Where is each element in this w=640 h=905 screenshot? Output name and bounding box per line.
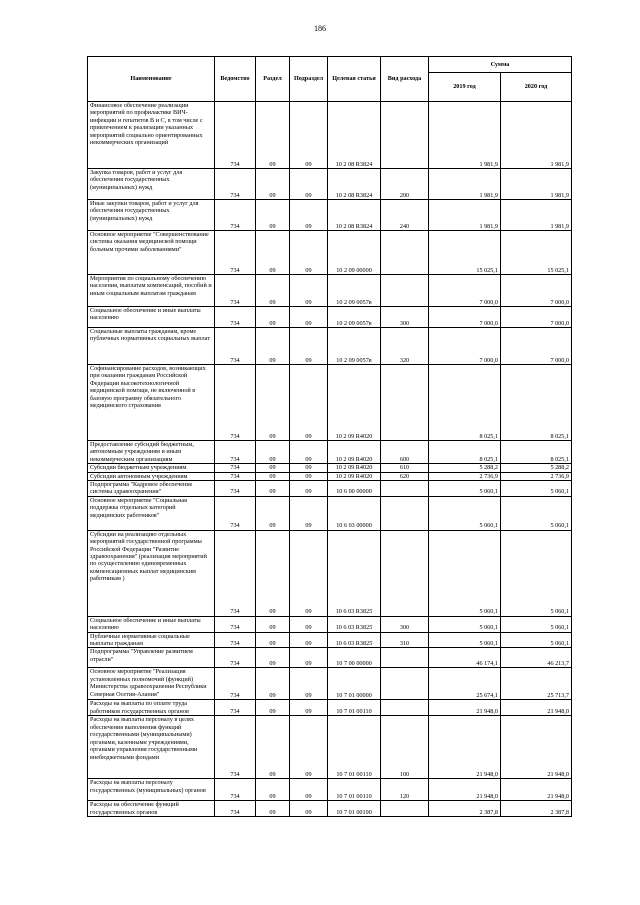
row-razdel: 09 [256,102,290,169]
row-2019-value: 1 981,9 [429,200,501,231]
row-target: 10 2 08 R3824 [328,200,381,231]
row-vid: 200 [381,169,429,200]
row-razdel: 09 [256,668,290,700]
row-podrazdel: 09 [290,275,328,307]
row-razdel: 09 [256,169,290,200]
row-razdel: 09 [256,231,290,275]
row-2019-value: 25 674,1 [429,668,501,700]
row-vedomstvo: 734 [215,779,256,801]
row-vid: 320 [381,328,429,365]
row-podrazdel: 09 [290,365,328,441]
row-2020-value: 7 000,0 [501,307,572,328]
row-razdel: 09 [256,307,290,328]
row-vedomstvo: 734 [215,481,256,497]
row-2019-value: 8 025,1 [429,365,501,441]
row-vedomstvo: 734 [215,801,256,817]
col-vedomstvo-header: Ведомство [215,57,256,102]
row-vedomstvo: 734 [215,616,256,632]
table-row [88,472,572,480]
row-razdel: 09 [256,496,290,530]
row-podrazdel: 09 [290,231,328,275]
row-vedomstvo: 734 [215,275,256,307]
table-row [88,328,572,365]
row-name: Расходы на выплаты по оплате труда работников государственных органов [88,700,215,716]
row-2019-value: 2 736,9 [429,472,501,480]
row-vid [381,496,429,530]
table-row [88,464,572,472]
row-target: 10 7 00 00000 [328,648,381,668]
row-target: 10 6 00 00000 [328,481,381,497]
row-2019-value: 5 288,2 [429,464,501,472]
row-podrazdel: 09 [290,616,328,632]
row-podrazdel: 09 [290,464,328,472]
row-vid: 300 [381,616,429,632]
row-podrazdel: 09 [290,496,328,530]
row-podrazdel: 09 [290,668,328,700]
row-name: Подпрограмма "Управление развитием отрасли" [88,648,215,668]
row-target: 10 6 03 R3825 [328,530,381,616]
table-row [88,648,572,668]
table-row [88,616,572,632]
table-row [88,668,572,700]
row-2020-value: 5 060,1 [501,496,572,530]
row-razdel: 09 [256,716,290,779]
row-name: Социальное обеспечение и иные выплаты населению [88,307,215,328]
row-name: Софинансирование расходов, возникающих при оказании гражданам Российской Федерации высокотехнологичной медицинской помощи, не включенной в базовую программу обязательного медицинского страхования [88,365,215,441]
row-vedomstvo: 734 [215,632,256,648]
row-vedomstvo: 734 [215,464,256,472]
row-podrazdel: 09 [290,700,328,716]
row-razdel: 09 [256,365,290,441]
table-row [88,102,572,169]
row-name: Субсидии автономным учреждениям [88,472,215,480]
row-razdel: 09 [256,801,290,817]
row-2019-value: 7 000,0 [429,328,501,365]
row-target: 10 6 03 R3825 [328,616,381,632]
row-vid [381,481,429,497]
row-razdel: 09 [256,648,290,668]
row-2019-value: 21 948,0 [429,700,501,716]
row-podrazdel: 09 [290,801,328,817]
row-vid: 310 [381,632,429,648]
row-vedomstvo: 734 [215,307,256,328]
table-row [88,632,572,648]
row-razdel: 09 [256,616,290,632]
row-vid [381,700,429,716]
row-2019-value: 46 174,1 [429,648,501,668]
row-vid [381,231,429,275]
row-2020-value: 5 060,1 [501,616,572,632]
row-2019-value: 1 981,9 [429,169,501,200]
col-name-header: Наименование [88,57,215,102]
table-row [88,275,572,307]
row-2020-value: 5 288,2 [501,464,572,472]
row-vedomstvo: 734 [215,716,256,779]
row-vid: 240 [381,200,429,231]
row-name: Иные закупки товаров, работ и услуг для обеспечения государственных (муниципальных) нужд [88,200,215,231]
row-name: Основное мероприятие "Реализация установленных полномочий (функций) Министерства здравоохранения Республики Северная Осетия-Алания" [88,668,215,700]
row-target: 10 2 09 0057в [328,307,381,328]
row-razdel: 09 [256,328,290,365]
row-podrazdel: 09 [290,716,328,779]
row-2020-value: 15 025,1 [501,231,572,275]
row-vedomstvo: 734 [215,231,256,275]
row-podrazdel: 09 [290,648,328,668]
row-2020-value: 7 000,0 [501,275,572,307]
row-2020-value: 8 025,1 [501,441,572,464]
row-vedomstvo: 734 [215,648,256,668]
row-vedomstvo: 734 [215,496,256,530]
row-name: Основное мероприятие "Социальная поддержка отдельных категорий медицинских работников" [88,496,215,530]
row-name: Основное мероприятие "Совершенствование системы оказания медицинской помощи больным прочими заболеваниями" [88,231,215,275]
row-2020-value: 1 981,9 [501,169,572,200]
row-2020-value: 8 025,1 [501,365,572,441]
header-row [88,57,572,73]
col-vid-header: Вид расхода [381,57,429,102]
page-number: 186 [314,24,326,33]
col-target-header: Целевая статья [328,57,381,102]
row-2019-value: 5 060,1 [429,496,501,530]
table-row [88,801,572,817]
row-vid: 610 [381,464,429,472]
row-podrazdel: 09 [290,102,328,169]
row-vedomstvo: 734 [215,200,256,231]
row-2019-value: 7 000,0 [429,275,501,307]
table-row [88,441,572,464]
row-target: 10 6 03 00000 [328,496,381,530]
row-name: Расходы на выплаты персоналу государственных (муниципальных) органов [88,779,215,801]
col-2019-header: 2019 год [429,73,501,102]
row-name: Предоставление субсидий бюджетным, автономным учреждениям и иным некоммерческим организациям [88,441,215,464]
row-vid [381,102,429,169]
row-2020-value: 21 948,0 [501,779,572,801]
row-podrazdel: 09 [290,779,328,801]
row-vid: 300 [381,307,429,328]
budget-table [87,56,572,817]
row-target: 10 2 08 R3824 [328,169,381,200]
row-2020-value: 1 981,9 [501,200,572,231]
row-2019-value: 5 060,1 [429,616,501,632]
row-2020-value: 2 387,8 [501,801,572,817]
row-2020-value: 5 060,1 [501,632,572,648]
row-name: Закупка товаров, работ и услуг для обеспечения государственных (муниципальных) нужд [88,169,215,200]
table-row [88,307,572,328]
row-razdel: 09 [256,481,290,497]
row-2019-value: 21 948,0 [429,779,501,801]
row-target: 10 7 01 00110 [328,716,381,779]
row-target: 10 7 01 00190 [328,801,381,817]
table-row [88,779,572,801]
row-target: 10 7 01 00110 [328,700,381,716]
row-2019-value: 7 000,0 [429,307,501,328]
table-row [88,231,572,275]
row-vid: 600 [381,441,429,464]
row-target: 10 2 09 0057в [328,328,381,365]
table-row [88,365,572,441]
row-podrazdel: 09 [290,472,328,480]
row-name: Субсидии на реализацию отдельных мероприятий государственной программы Российской Федерации "Развитие здравоохранения" (реализация мероприятий по осуществлению единовременных компенсационных выплат медицинским работникам ) [88,530,215,616]
col-sum-header: Сумма [429,57,572,73]
row-target: 10 7 01 00110 [328,779,381,801]
row-2019-value: 15 025,1 [429,231,501,275]
row-razdel: 09 [256,779,290,801]
row-target: 10 2 09 R4020 [328,365,381,441]
row-target: 10 2 09 00000 [328,231,381,275]
row-razdel: 09 [256,275,290,307]
row-razdel: 09 [256,472,290,480]
row-2019-value: 5 060,1 [429,530,501,616]
row-name: Мероприятия по социальному обеспечению населения, выплатам компенсаций, пособий и иным социальным выплатам гражданам [88,275,215,307]
col-razdel-header: Раздел [256,57,290,102]
row-podrazdel: 09 [290,632,328,648]
row-target: 10 2 09 0057в [328,275,381,307]
row-vid: 120 [381,779,429,801]
row-target: 10 7 01 00000 [328,668,381,700]
row-2020-value: 21 948,0 [501,716,572,779]
row-2020-value: 5 060,1 [501,530,572,616]
row-2019-value: 21 948,0 [429,716,501,779]
row-2020-value: 25 713,7 [501,668,572,700]
row-name: Финансовое обеспечение реализации мероприятий по профилактике ВИЧ-инфекции и гепатитов В и С, в том числе с привлечением к реализации указанных мероприятий социально ориентированных некоммерческих организаций [88,102,215,169]
row-vedomstvo: 734 [215,169,256,200]
row-vid [381,648,429,668]
row-2020-value: 21 948,0 [501,700,572,716]
row-podrazdel: 09 [290,169,328,200]
row-target: 10 2 08 R3824 [328,102,381,169]
row-vid [381,365,429,441]
row-name: Публичные нормативные социальные выплаты гражданам [88,632,215,648]
row-vedomstvo: 734 [215,441,256,464]
row-name: Подпрограмма "Кадровое обеспечение системы здравоохранения" [88,481,215,497]
row-target: 10 2 09 R4020 [328,441,381,464]
row-vedomstvo: 734 [215,365,256,441]
table-row [88,169,572,200]
row-vid: 100 [381,716,429,779]
row-name: Социальные выплаты гражданам, кроме публичных нормативных социальных выплат [88,328,215,365]
row-podrazdel: 09 [290,481,328,497]
row-razdel: 09 [256,200,290,231]
row-target: 10 2 09 R4020 [328,464,381,472]
table-row [88,530,572,616]
row-2019-value: 1 981,9 [429,102,501,169]
row-2020-value: 7 000,0 [501,328,572,365]
row-2020-value: 1 981,9 [501,102,572,169]
row-2020-value: 2 736,9 [501,472,572,480]
table-row [88,716,572,779]
row-podrazdel: 09 [290,328,328,365]
table-row [88,200,572,231]
row-vedomstvo: 734 [215,472,256,480]
row-2019-value: 8 025,1 [429,441,501,464]
row-razdel: 09 [256,700,290,716]
row-target: 10 6 03 R3825 [328,632,381,648]
row-podrazdel: 09 [290,200,328,231]
row-podrazdel: 09 [290,441,328,464]
row-2020-value: 5 060,1 [501,481,572,497]
row-name: Расходы на выплаты персоналу в целях обеспечения выполнения функций государственными (муниципальными) органами, казенными учреждениями, органами управления государственными внебюджетными фондами [88,716,215,779]
col-podrazdel-header: Подраздел [290,57,328,102]
row-razdel: 09 [256,464,290,472]
row-name: Социальное обеспечение и иные выплаты населению [88,616,215,632]
row-target: 10 2 09 R4020 [328,472,381,480]
row-vid: 620 [381,472,429,480]
table-row [88,700,572,716]
row-podrazdel: 09 [290,530,328,616]
row-2019-value: 5 060,1 [429,632,501,648]
row-razdel: 09 [256,530,290,616]
row-vedomstvo: 734 [215,328,256,365]
table-row [88,481,572,497]
row-2019-value: 2 387,8 [429,801,501,817]
row-vid [381,668,429,700]
table-row [88,496,572,530]
row-vid [381,801,429,817]
row-razdel: 09 [256,441,290,464]
table-body [88,102,572,817]
row-razdel: 09 [256,632,290,648]
row-vid [381,530,429,616]
row-2019-value: 5 060,1 [429,481,501,497]
row-vedomstvo: 734 [215,668,256,700]
row-vedomstvo: 734 [215,700,256,716]
row-name: Субсидии бюджетным учреждениям [88,464,215,472]
row-podrazdel: 09 [290,307,328,328]
row-name: Расходы на обеспечение функций государственных органов [88,801,215,817]
row-2020-value: 46 213,7 [501,648,572,668]
row-vedomstvo: 734 [215,102,256,169]
row-vid [381,275,429,307]
col-2020-header: 2020 год [501,73,572,102]
row-vedomstvo: 734 [215,530,256,616]
